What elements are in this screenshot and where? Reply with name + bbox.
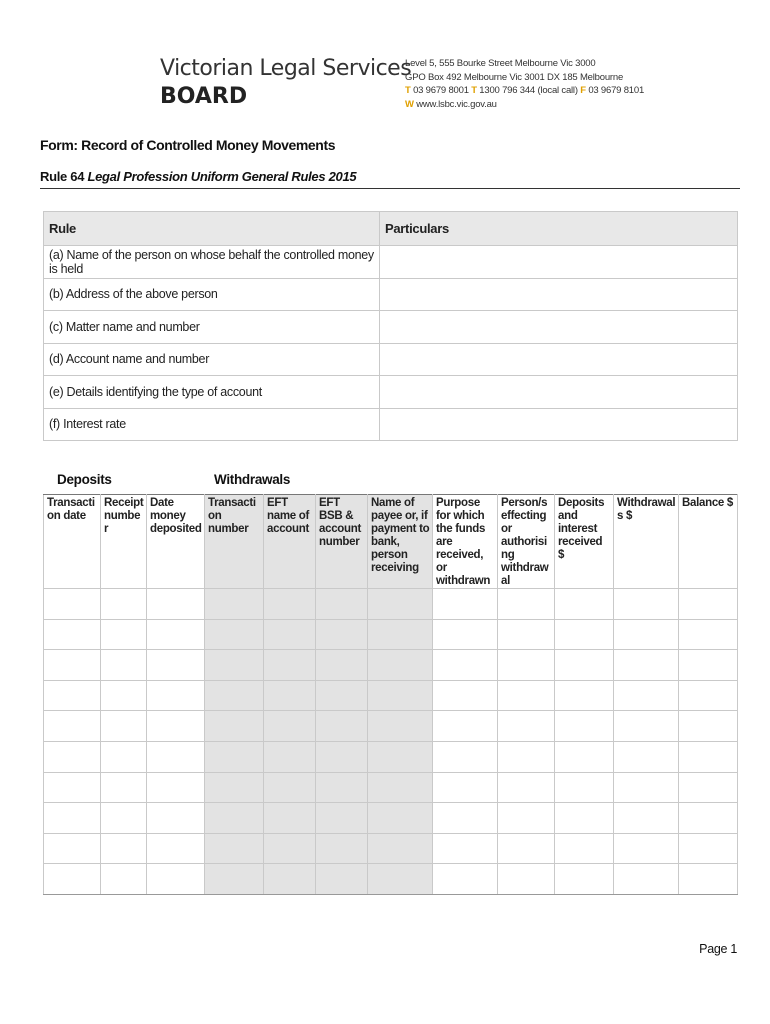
ledger-cell[interactable]: [368, 772, 433, 803]
ledger-cell[interactable]: [614, 589, 679, 620]
particulars-row: [44, 343, 738, 376]
ledger-cell[interactable]: [316, 589, 368, 620]
ledger-cell[interactable]: [555, 711, 614, 742]
ledger-cell[interactable]: [679, 864, 738, 895]
ledger-cell[interactable]: [44, 711, 101, 742]
particulars-field[interactable]: [380, 376, 738, 409]
ledger-cell[interactable]: [498, 803, 555, 834]
ledger-cell[interactable]: [101, 589, 147, 620]
col-receipt-number: Receipt number: [101, 495, 147, 589]
particulars-table: [43, 211, 738, 441]
tollfree-number: 1300 796 344 (local call): [479, 85, 578, 96]
ledger-cell[interactable]: [147, 650, 205, 681]
web-label: W: [405, 98, 414, 110]
ledger-cell[interactable]: [498, 833, 555, 864]
logo-board: BOARD: [160, 84, 248, 109]
ledger-cell[interactable]: [316, 864, 368, 895]
contact-address: Level 5, 555 Bourke Street Melbourne Vic 3000: [405, 58, 596, 69]
ledger-cell[interactable]: [433, 589, 498, 620]
ledger-cell[interactable]: [614, 772, 679, 803]
particulars-field[interactable]: [380, 408, 738, 441]
web-address: www.lsbc.vic.gov.au: [416, 98, 497, 110]
rule-label: (f) Interest rate: [44, 408, 380, 441]
contact-web: [405, 98, 644, 112]
ledger-cell[interactable]: [433, 619, 498, 650]
col-transaction-number: Transaction number: [205, 495, 264, 589]
ledger-cell[interactable]: [44, 864, 101, 895]
ledger-cell[interactable]: [264, 650, 316, 681]
ledger-cell[interactable]: [101, 772, 147, 803]
phone-number: 03 9679 8001: [413, 85, 469, 96]
col-purpose: Purpose for which the funds are received, or withdrawn: [433, 495, 498, 589]
fax-label: F: [580, 85, 586, 96]
ledger-cell[interactable]: [264, 803, 316, 834]
ledger-cell[interactable]: [433, 711, 498, 742]
ledger-cell[interactable]: [555, 803, 614, 834]
ledger-cell[interactable]: [614, 619, 679, 650]
ledger-cell[interactable]: [44, 741, 101, 772]
col-deposits: Deposits and interest received $: [555, 495, 614, 589]
rule-label: (b) Address of the above person: [44, 278, 380, 311]
ledger-cell[interactable]: [316, 619, 368, 650]
ledger-cell[interactable]: [368, 741, 433, 772]
ledger-cell[interactable]: [147, 803, 205, 834]
particulars-field[interactable]: [380, 311, 738, 344]
rule-label: (c) Matter name and number: [44, 311, 380, 344]
col-transaction-date: Transaction date: [44, 495, 101, 589]
particulars-row: [44, 408, 738, 441]
ledger-cell[interactable]: [368, 803, 433, 834]
ledger-cell[interactable]: [614, 803, 679, 834]
ledger-cell[interactable]: [101, 833, 147, 864]
col-eft-name: EFT name of account: [264, 495, 316, 589]
ledger-cell[interactable]: [498, 589, 555, 620]
ledger-cell[interactable]: [147, 711, 205, 742]
ledger-cell[interactable]: [555, 772, 614, 803]
ledger-cell[interactable]: [205, 833, 264, 864]
col-authorising-person: Person/s effecting or authorising withdrawal: [498, 495, 555, 589]
ledger-cell[interactable]: [498, 741, 555, 772]
col-payee-name: Name of payee or, if payment to bank, person receiving: [368, 495, 433, 589]
ledger-cell[interactable]: [498, 711, 555, 742]
ledger-cell[interactable]: [679, 589, 738, 620]
ledger-cell[interactable]: [433, 680, 498, 711]
ledger-cell[interactable]: [555, 741, 614, 772]
ledger-cell[interactable]: [679, 741, 738, 772]
ledger-cell[interactable]: [679, 772, 738, 803]
ledger-row: [44, 589, 738, 620]
ledger-cell[interactable]: [555, 680, 614, 711]
logo-name: Victorian Legal Services: [160, 56, 412, 81]
ledger-cell[interactable]: [316, 803, 368, 834]
ledger-cell[interactable]: [614, 680, 679, 711]
ledger-cell[interactable]: [264, 589, 316, 620]
ledger-cell[interactable]: [205, 650, 264, 681]
ledger-cell[interactable]: [101, 711, 147, 742]
ledger-cell[interactable]: [368, 589, 433, 620]
form-title: Form: Record of Controlled Money Movements: [40, 137, 336, 153]
ledger-cell[interactable]: [316, 833, 368, 864]
rule-label: (d) Account name and number: [44, 343, 380, 376]
ledger-cell[interactable]: [264, 711, 316, 742]
ledger-cell[interactable]: [44, 833, 101, 864]
ledger-cell[interactable]: [368, 650, 433, 681]
ledger-cell[interactable]: [679, 619, 738, 650]
contact-block: [405, 57, 644, 111]
particulars-row: [44, 246, 738, 279]
ledger-row: [44, 833, 738, 864]
ledger-header-row: [44, 495, 738, 589]
ledger-cell[interactable]: [264, 680, 316, 711]
ledger-cell[interactable]: [205, 741, 264, 772]
ledger-cell[interactable]: [205, 711, 264, 742]
ledger-cell[interactable]: [433, 772, 498, 803]
ledger-cell[interactable]: [147, 589, 205, 620]
ledger-body: [44, 589, 738, 895]
rule-italic-title: Legal Profession Uniform General Rules 2015: [87, 169, 357, 184]
contact-phones: [405, 84, 644, 98]
ledger-cell[interactable]: [433, 833, 498, 864]
ledger-cell[interactable]: [264, 741, 316, 772]
ledger-cell[interactable]: [205, 772, 264, 803]
ledger-cell[interactable]: [679, 711, 738, 742]
ledger-cell[interactable]: [498, 650, 555, 681]
ledger-cell[interactable]: [368, 864, 433, 895]
ledger-row: [44, 680, 738, 711]
ledger-cell[interactable]: [44, 619, 101, 650]
withdrawals-section-label: Withdrawals: [214, 472, 291, 487]
ledger-row: [44, 711, 738, 742]
col-balance: Balance $: [679, 495, 738, 589]
ledger-cell[interactable]: [147, 772, 205, 803]
ledger-row: [44, 741, 738, 772]
rule-label: (e) Details identifying the type of account: [44, 376, 380, 409]
ledger-cell[interactable]: [555, 589, 614, 620]
ledger-cell[interactable]: [101, 650, 147, 681]
ledger-cell[interactable]: [147, 741, 205, 772]
ledger-cell[interactable]: [368, 711, 433, 742]
ledger-row: [44, 619, 738, 650]
ledger-cell[interactable]: [433, 864, 498, 895]
ledger-cell[interactable]: [498, 772, 555, 803]
ledger-cell[interactable]: [614, 833, 679, 864]
particulars-row: [44, 278, 738, 311]
ledger-row: [44, 772, 738, 803]
phone-label: T: [405, 85, 411, 96]
ledger-cell[interactable]: [147, 864, 205, 895]
ledger-cell[interactable]: [101, 619, 147, 650]
ledger-cell[interactable]: [614, 864, 679, 895]
ledger-cell[interactable]: [205, 589, 264, 620]
ledger-cell[interactable]: [264, 772, 316, 803]
ledger-cell[interactable]: [316, 650, 368, 681]
ledger-cell[interactable]: [147, 680, 205, 711]
ledger-cell[interactable]: [433, 650, 498, 681]
ledger-cell[interactable]: [555, 864, 614, 895]
rule-prefix: Rule 64: [40, 169, 88, 184]
ledger-cell[interactable]: [205, 619, 264, 650]
ledger-row: [44, 650, 738, 681]
ledger-row: [44, 803, 738, 834]
ledger-cell[interactable]: [498, 864, 555, 895]
ledger-cell[interactable]: [555, 650, 614, 681]
particulars-field[interactable]: [380, 278, 738, 311]
ledger-cell[interactable]: [614, 650, 679, 681]
ledger-cell[interactable]: [368, 833, 433, 864]
ledger-cell[interactable]: [368, 680, 433, 711]
fax-number: 03 9679 8101: [588, 85, 645, 96]
ledger-cell[interactable]: [433, 803, 498, 834]
ledger-cell[interactable]: [555, 619, 614, 650]
ledger-cell[interactable]: [101, 741, 147, 772]
ledger-cell[interactable]: [316, 772, 368, 803]
ledger-cell[interactable]: [205, 803, 264, 834]
ledger-cell[interactable]: [44, 772, 101, 803]
ledger-cell[interactable]: [555, 833, 614, 864]
ledger-cell[interactable]: [101, 803, 147, 834]
title-divider: [40, 188, 740, 189]
ledger-cell[interactable]: [264, 619, 316, 650]
ledger-cell[interactable]: [44, 680, 101, 711]
ledger-table: [43, 494, 738, 895]
ledger-cell[interactable]: [264, 864, 316, 895]
ledger-cell[interactable]: [679, 803, 738, 834]
rule-label: (a) Name of the person on whose behalf the controlled money is held: [44, 246, 380, 279]
ledger-cell[interactable]: [147, 619, 205, 650]
ledger-cell[interactable]: [101, 864, 147, 895]
ledger-cell[interactable]: [679, 833, 738, 864]
particulars-field[interactable]: [380, 246, 738, 279]
ledger-cell[interactable]: [44, 803, 101, 834]
particulars-row: [44, 376, 738, 409]
ledger-cell[interactable]: [316, 680, 368, 711]
ledger-cell[interactable]: [44, 650, 101, 681]
rule-reference: [40, 169, 356, 184]
ledger-cell[interactable]: [44, 589, 101, 620]
particulars-header-row: [44, 212, 738, 246]
ledger-cell[interactable]: [614, 711, 679, 742]
ledger-cell[interactable]: [205, 680, 264, 711]
ledger-cell[interactable]: [498, 619, 555, 650]
ledger-cell[interactable]: [679, 680, 738, 711]
particulars-field[interactable]: [380, 343, 738, 376]
ledger-cell[interactable]: [368, 619, 433, 650]
particulars-row: [44, 311, 738, 344]
deposits-section-label: Deposits: [57, 472, 112, 487]
particulars-column-header: Particulars: [380, 212, 738, 246]
page-number: Page 1: [699, 942, 737, 956]
ledger-cell[interactable]: [433, 741, 498, 772]
tollfree-label: T: [471, 85, 477, 96]
col-eft-bsb: EFT BSB & account number: [316, 495, 368, 589]
ledger-cell[interactable]: [679, 650, 738, 681]
ledger-cell[interactable]: [316, 711, 368, 742]
ledger-cell[interactable]: [101, 680, 147, 711]
ledger-cell[interactable]: [498, 680, 555, 711]
ledger-cell[interactable]: [147, 833, 205, 864]
col-date-deposited: Date money deposited: [147, 495, 205, 589]
ledger-row: [44, 864, 738, 895]
ledger-cell[interactable]: [205, 864, 264, 895]
ledger-cell[interactable]: [614, 741, 679, 772]
ledger-cell[interactable]: [316, 741, 368, 772]
contact-postal: GPO Box 492 Melbourne Vic 3001 DX 185 Melbourne: [405, 71, 624, 83]
ledger-cell[interactable]: [264, 833, 316, 864]
rule-column-header: Rule: [44, 212, 380, 246]
col-withdrawals: Withdrawals $: [614, 495, 679, 589]
